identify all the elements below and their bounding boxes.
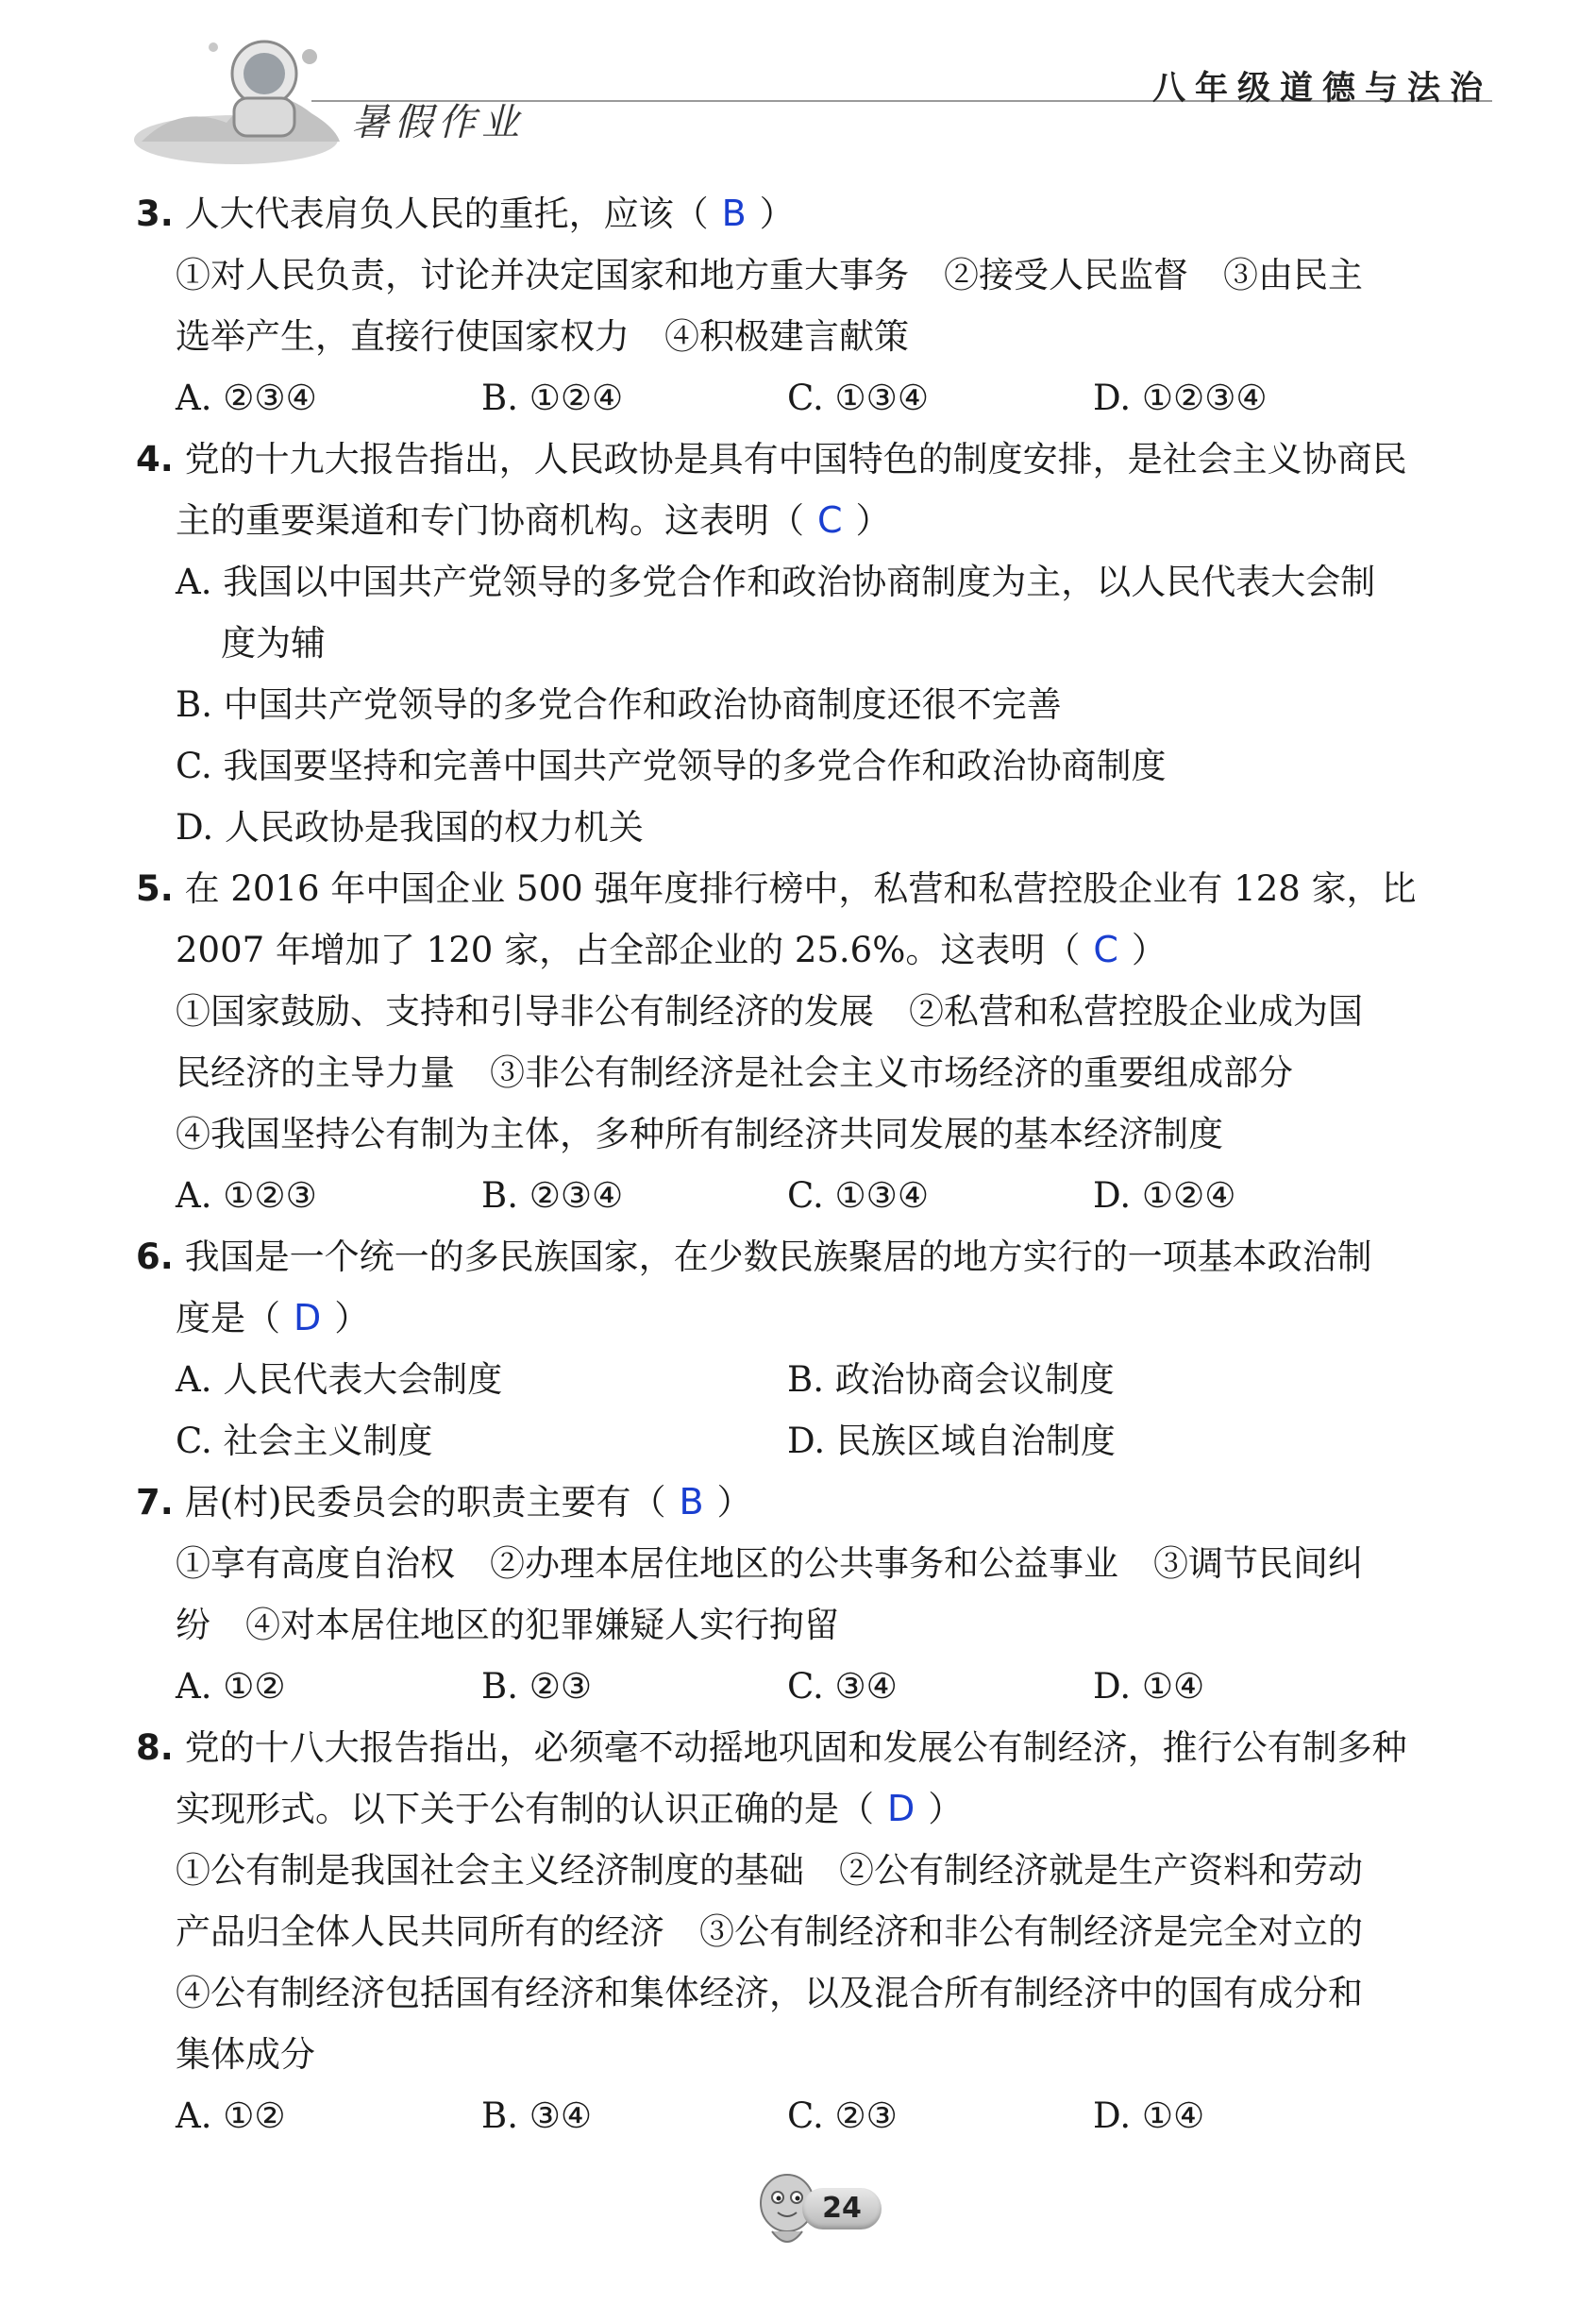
handwritten-answer: B [721,193,747,234]
handwritten-answer: C [817,499,843,541]
option-c: C. ③④ [787,1666,898,1707]
question-list [136,183,1495,2146]
question-3: 3. 人大代表肩负人民的重托，应该（ B ） ①对人民负责，讨论并决定国家和地方重大事务 ②接受人民监督 ③由民主 选举产生，直接行使国家权力 ④积极建言献策 A. ②③④ B. ①②④ C. ①③④ D. ①②③④ [136,183,1495,429]
question-stem: 主的重要渠道和专门协商机构。这表明（ [176,500,804,541]
option-b: B. 中国共产党领导的多党合作和政治协商制度还很不完善 [176,684,1062,725]
question-6: 6. 我国是一个统一的多民族国家，在少数民族聚居的地方实行的一项基本政治制 度是（ D ） A. 人民代表大会制度 B. 政治协商会议制度 C. 社会主义制度 D. 民族区域自治制度 [136,1226,1495,1472]
question-7: 7. 居(村)民委员会的职责主要有（ B ） ①享有高度自治权 ②办理本居住地区的公共事务和公益事业 ③调节民间纠 纷 ④对本居住地区的犯罪嫌疑人实行拘留 A. ①② B. ②③ C. ③④ D. ①④ [136,1472,1495,1717]
option-b: B. ①②④ [481,378,624,418]
answer-options [136,1165,1495,1226]
option-a: A. 我国以中国共产党领导的多党合作和政治协商制度为主，以人民代表大会制 [176,562,1376,602]
question-stem: 实现形式。以下关于公有制的认识正确的是（ [176,1789,874,1829]
question-number: 7. [136,1482,174,1523]
statement-line: ①公有制是我国社会主义经济制度的基础 ②公有制经济就是生产资料和劳动 [176,1850,1363,1891]
option-c: C. 社会主义制度 [176,1421,433,1461]
statement-line: ①国家鼓励、支持和引导非公有制经济的发展 ②私营和私营控股企业成为国 [176,991,1363,1032]
astronaut-mascot-icon [123,19,349,170]
page-number: 24 [822,2192,862,2225]
statement-line: 集体成分 [176,2034,315,2075]
header-title: 暑假作业 [351,101,525,144]
header-subject: 八年级道德与法治 [1151,70,1492,108]
handwritten-answer: D [294,1297,322,1338]
question-number: 8. [136,1727,174,1768]
statement-line: ①对人民负责，讨论并决定国家和地方重大事务 ②接受人民监督 ③由民主 [176,255,1363,295]
option-a: A. ①② [176,1666,286,1707]
statement-line: ①享有高度自治权 ②办理本居住地区的公共事务和公益事业 ③调节民间纠 [176,1543,1363,1584]
statement-line: ④公有制经济包括国有经济和集体经济，以及混合所有制经济中的国有成分和 [176,1973,1363,2013]
question-number: 4. [136,439,174,480]
answer-options [136,367,1495,429]
answer-options [136,1410,1495,1472]
question-stem: 在 2016 年中国企业 500 强年度排行榜中，私营和私营控股企业有 128 家，比 [184,868,1417,909]
page-header [0,0,1596,179]
option-b: B. ②③④ [481,1175,624,1216]
question-4: 4. 党的十九大报告指出，人民政协是具有中国特色的制度安排，是社会主义协商民 主的重要渠道和专门协商机构。这表明（ C ） A. 我国以中国共产党领导的多党合作和政治协商制度为主，以人民代表大会制 度为辅 B. 中国共产党领导的多党合作和政治协商制度还很不完善 C. 我国要坚持和完善中国共产党领导的多党合作和政治协商制度 D. 人民政协是我国的权力机关 [136,429,1495,858]
option-c: C. ①③④ [787,1175,930,1216]
option-a: A. ②③④ [176,378,317,418]
statement-line: 选举产生，直接行使国家权力 ④积极建言献策 [176,316,909,357]
option-b: B. ②③ [481,1666,593,1707]
option-d: D. 民族区域自治制度 [787,1421,1116,1461]
statement-line: 产品归全体人民共同所有的经济 ③公有制经济和非公有制经济是完全对立的 [176,1911,1363,1952]
option-a: A. ①② [176,2095,286,2136]
question-stem: 党的十九大报告指出，人民政协是具有中国特色的制度安排，是社会主义协商民 [184,439,1407,480]
question-5: 5. 在 2016 年中国企业 500 强年度排行榜中，私营和私营控股企业有 128 家，比 2007 年增加了 120 家，占全部企业的 25.6%。这表明（ C ） ①国家鼓励、支持和引导非公有制经济的发展 ②私营和私营控股企业成为国 民经济的主导力量 ③非公有制经济是社会主义市场经济的重要组成部分 ④我国坚持公有制为主体，多种所有制经济共同发展的基本经济制度 A. ①②③ B. ②③④ C. ①③④ D. ①②④ [136,858,1495,1226]
option-a: A. 人民代表大会制度 [176,1359,503,1400]
question-number: 5. [136,868,174,909]
option-c: C. 我国要坚持和完善中国共产党领导的多党合作和政治协商制度 [176,746,1167,786]
option-a-continued: 度为辅 [221,623,326,664]
option-b: B. 政治协商会议制度 [787,1359,1115,1400]
option-d: D. 人民政协是我国的权力机关 [176,807,644,848]
handwritten-answer: D [887,1788,916,1829]
option-a: A. ①②③ [176,1175,317,1216]
option-b: B. ③④ [481,2095,593,2136]
option-d: D. ①④ [1093,1666,1205,1707]
handwritten-answer: C [1093,929,1118,970]
question-stem: 居(村)民委员会的职责主要有（ [184,1482,666,1523]
question-stem: 度是（ [176,1298,280,1338]
question-number: 3. [136,193,174,234]
option-d: D. ①②③④ [1093,378,1268,418]
page-footer [746,2152,916,2256]
question-stem: 我国是一个统一的多民族国家，在少数民族聚居的地方实行的一项基本政治制 [184,1237,1372,1277]
answer-options [136,1656,1495,1717]
question-stem: 党的十八大报告指出，必须毫不动摇地巩固和发展公有制经济，推行公有制多种 [184,1727,1407,1768]
option-d: D. ①②④ [1093,1175,1236,1216]
option-c: C. ②③ [787,2095,898,2136]
answer-options [136,2085,1495,2146]
question-stem: 2007 年增加了 120 家，占全部企业的 25.6%。这表明（ [176,930,1081,970]
statement-line: ④我国坚持公有制为主体，多种所有制经济共同发展的基本经济制度 [176,1114,1223,1154]
question-number: 6. [136,1237,174,1277]
statement-line: 纷 ④对本居住地区的犯罪嫌疑人实行拘留 [176,1605,839,1645]
option-c: C. ①③④ [787,378,930,418]
handwritten-answer: B [679,1481,704,1523]
answer-options [136,1349,1495,1410]
question-stem: 人大代表肩负人民的重托，应该（ [184,193,709,234]
option-d: D. ①④ [1093,2095,1205,2136]
question-8: 8. 党的十八大报告指出，必须毫不动摇地巩固和发展公有制经济，推行公有制多种 实现形式。以下关于公有制的认识正确的是（ D ） ①公有制是我国社会主义经济制度的基础 ②公有制经济就是生产资料和劳动 产品归全体人民共同所有的经济 ③公有制经济和非公有制经济是完全对立的 ④公有制经济包括国有经济和集体经济，以及混合所有制经济中的国有成分和 集体成分 A. ①② B. ③④ C. ②③ D. ①④ [136,1717,1495,2146]
statement-line: 民经济的主导力量 ③非公有制经济是社会主义市场经济的重要组成部分 [176,1052,1293,1093]
